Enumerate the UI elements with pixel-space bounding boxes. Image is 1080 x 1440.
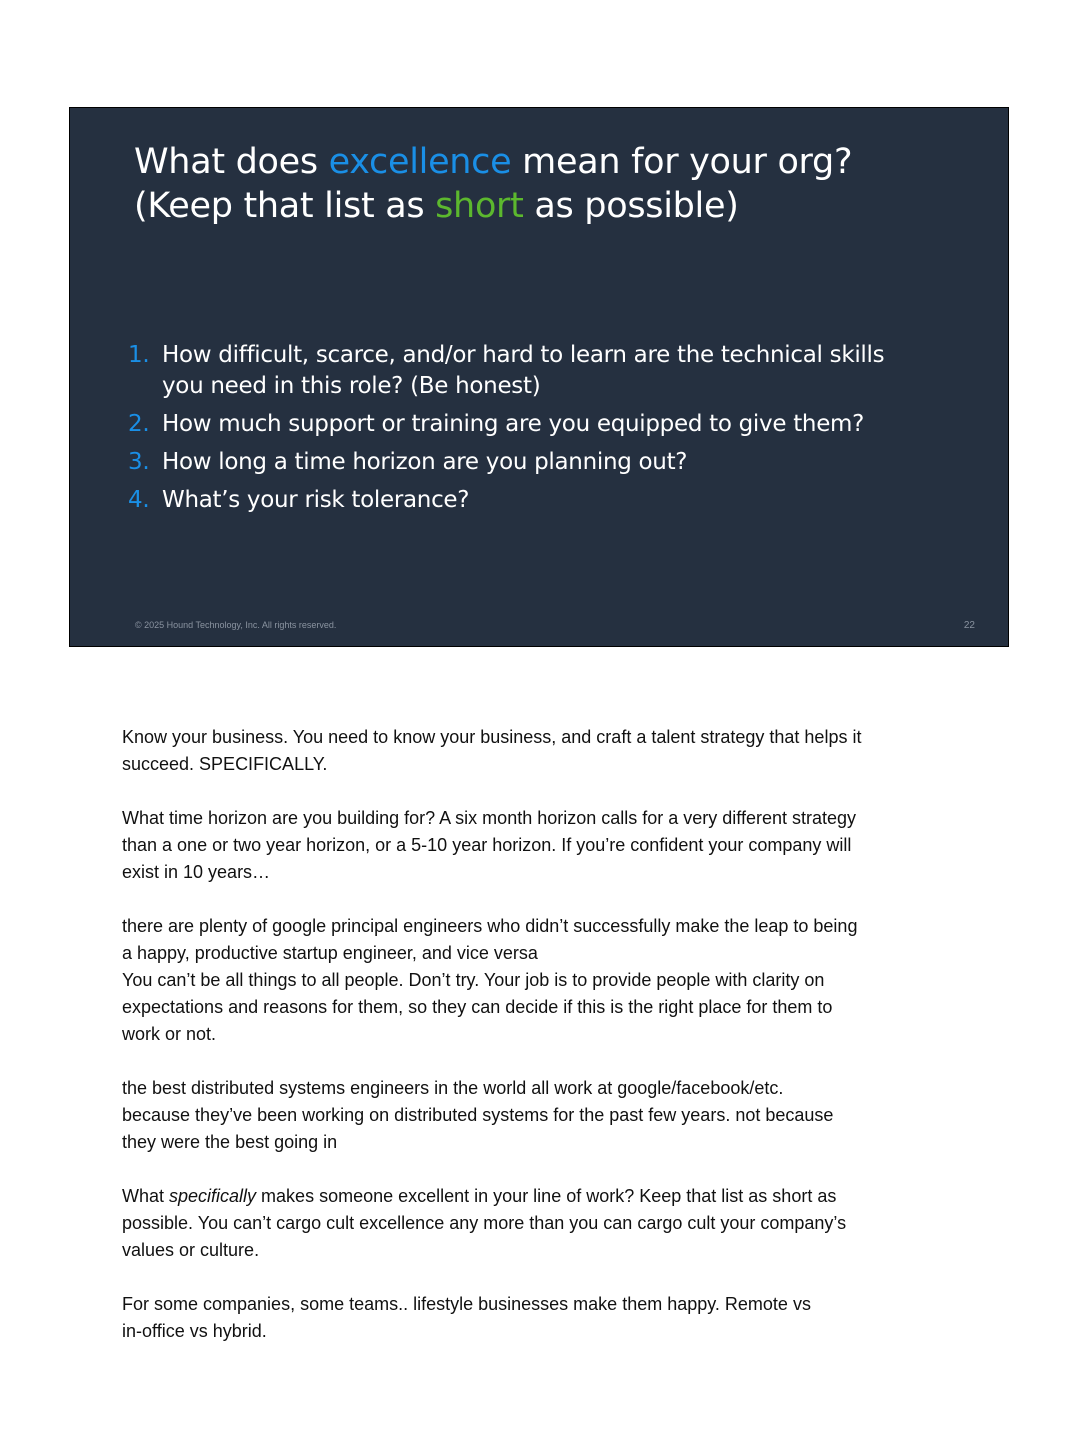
notes-emphasis: specifically [169, 1186, 257, 1206]
list-number: 2. [128, 411, 150, 437]
list-item-text-line-2: you need in this role? (Be honest) [162, 373, 541, 399]
slide-page-number: 22 [963, 620, 975, 631]
notes-line: there are plenty of google principal engineers who didn’t successfully make the leap to being [122, 916, 858, 936]
slide-title-line-1 [134, 140, 852, 184]
notes-text: makes someone excellent in your line of work? Keep that list as short as [256, 1186, 837, 1206]
speaker-notes [122, 724, 962, 1372]
notes-paragraph [122, 724, 962, 778]
notes-line: than a one or two year horizon, or a 5-10 year horizon. If you’re confident your company will [122, 835, 852, 855]
title-text: mean for your org? [511, 142, 853, 182]
list-item-text: How much support or training are you equipped to give them? [162, 411, 865, 437]
notes-line: You can’t be all things to all people. Don’t try. Your job is to provide people with clarity on [122, 970, 825, 990]
slide-title-line-2 [134, 184, 852, 228]
notes-line [122, 1183, 962, 1210]
list-number: 3. [128, 449, 150, 475]
list-item [128, 485, 928, 516]
title-text: What does [134, 142, 329, 182]
notes-paragraph [122, 913, 962, 967]
notes-line: Know your business. You need to know your business, and craft a talent strategy that helps it [122, 727, 862, 747]
list-number: 4. [128, 487, 150, 513]
notes-line: a happy, productive startup engineer, and vice versa [122, 943, 538, 963]
question-list [128, 340, 928, 523]
notes-line: expectations and reasons for them, so they can decide if this is the right place for them to [122, 997, 833, 1017]
notes-paragraph [122, 967, 962, 1048]
notes-line: because they’ve been working on distributed systems for the past few years. not because [122, 1105, 834, 1125]
notes-line: What time horizon are you building for? A six month horizon calls for a very different strategy [122, 808, 857, 828]
title-highlight-short: short [435, 186, 524, 226]
list-item [128, 409, 928, 440]
notes-paragraph [122, 1291, 962, 1345]
list-item-text: How long a time horizon are you planning out? [162, 449, 688, 475]
list-item [128, 447, 928, 478]
title-text: as possible) [523, 186, 739, 226]
notes-line: values or culture. [122, 1240, 260, 1260]
list-item-text: What’s your risk tolerance? [162, 487, 470, 513]
notes-line: in-office vs hybrid. [122, 1321, 267, 1341]
notes-line: For some companies, some teams.. lifestyle businesses make them happy. Remote vs [122, 1294, 811, 1314]
list-item-text-line-1: How difficult, scarce, and/or hard to learn are the technical skills [162, 342, 885, 368]
notes-paragraph [122, 1075, 962, 1156]
notes-line: the best distributed systems engineers in the world all work at google/facebook/etc. [122, 1078, 784, 1098]
notes-line: succeed. SPECIFICALLY. [122, 754, 328, 774]
notes-line: possible. You can’t cargo cult excellence any more than you can cargo cult your company’s [122, 1213, 847, 1233]
title-highlight-excellence: excellence [328, 142, 512, 182]
list-number: 1. [128, 342, 150, 368]
notes-text: What [122, 1186, 170, 1206]
notes-line: work or not. [122, 1024, 217, 1044]
slide [69, 107, 1009, 647]
slide-title [134, 140, 852, 228]
list-item [128, 340, 928, 402]
notes-paragraph [122, 1183, 962, 1264]
copyright-footer: © 2025 Hound Technology, Inc. All rights reserved. [135, 620, 337, 630]
notes-paragraph [122, 805, 962, 886]
notes-line: exist in 10 years… [122, 862, 271, 882]
title-text: (Keep that list as [134, 186, 436, 226]
notes-line: they were the best going in [122, 1132, 338, 1152]
